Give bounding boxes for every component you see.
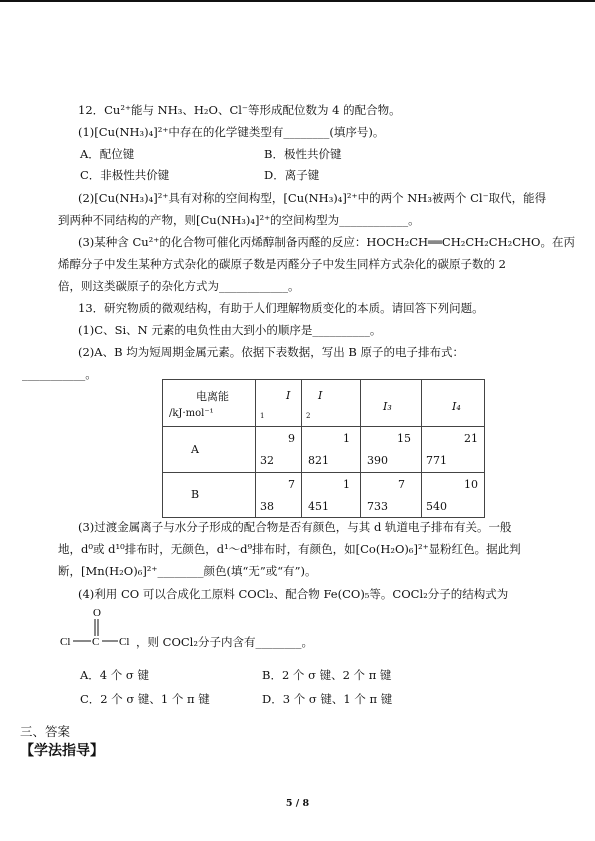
row-b-i1-top: 7: [288, 478, 295, 491]
struct-oxygen: O: [93, 607, 101, 619]
row-a-i1-bottom: 32: [260, 454, 274, 467]
row-b-i4-bottom: 540: [426, 500, 447, 513]
q12-stem: 12．Cu²⁺能与 NH₃、H₂O、Cl⁻等形成配位数为 4 的配合物。: [78, 103, 401, 117]
i4-symbol: I₄: [452, 400, 461, 413]
table-col-i4: [422, 380, 485, 427]
row-a-i4-bottom: 771: [426, 454, 447, 467]
ionization-energy-table: [162, 379, 485, 518]
table-col-i1: [256, 380, 302, 427]
top-rule: [0, 0, 595, 2]
i3-symbol: I₃: [383, 400, 392, 413]
cocl2-structure-diagram: [60, 605, 136, 649]
section-heading: 三、答案: [20, 724, 71, 739]
row-b-i3-bottom: 733: [367, 500, 388, 513]
i1-subscript: 1: [260, 412, 265, 420]
table-row-b: [163, 473, 485, 518]
row-b-i2-top: 1: [343, 478, 350, 491]
row-a-i2-top: 1: [343, 432, 350, 445]
i2-subscript: 2: [306, 412, 311, 420]
row-a-i2-bottom: 821: [308, 454, 329, 467]
q13-part3-line2: 地，d⁰或 d¹⁰排布时，无颜色，d¹～d⁹排布时，有颜色，如[Co(H₂O)₆]²⁺显粉红色。据此判: [58, 542, 521, 556]
q12-option-a: A．配位键: [80, 147, 135, 161]
i2-symbol: I: [318, 389, 323, 402]
row-b-label: B: [191, 488, 200, 501]
q13-part4-line1: (4)利用 CO 可以合成化工原料 COCl₂、配合物 Fe(CO)₅等。COCl₂分子的结构式为: [78, 587, 509, 601]
row-a-i3-top: 15: [397, 432, 411, 445]
row-b-i2-bottom: 451: [308, 500, 329, 513]
q12-option-c: C．非极性共价键: [80, 168, 170, 182]
q13-part2: (2)A、B 均为短周期金属元素。依据下表数据，写出 B 原子的电子排布式：: [78, 345, 464, 359]
table-header-line1: 电离能: [196, 390, 229, 403]
table-row-a: [163, 427, 485, 473]
q12-part3-line3: 倍，则这类碳原子的杂化方式为____________。: [58, 279, 300, 293]
row-b-i4-top: 10: [464, 478, 478, 491]
row-a-i4: [422, 427, 485, 473]
q13-option-b: B．2 个 σ 键、2 个 π 键: [262, 668, 392, 682]
table-col-i3: [361, 380, 422, 427]
row-a-i3-bottom: 390: [367, 454, 388, 467]
q13-option-c: C．2 个 σ 键、1 个 π 键: [80, 692, 210, 706]
row-a-i3: [361, 427, 422, 473]
table-header-cell: [163, 380, 256, 427]
row-b-i3: [361, 473, 422, 518]
q12-part3-line2: 烯醇分子中发生某种方式杂化的碳原子数是丙醛分子中发生同样方式杂化的碳原子数的 2: [58, 257, 506, 271]
q13-part3-line3: 断，[Mn(H₂O)₆]²⁺________颜色(填“无”或“有”)。: [58, 564, 317, 578]
struct-chlorine-right: Cl: [119, 636, 130, 648]
q13-part3-line1: (3)过渡金属离子与水分子形成的配合物是否有颜色，与其 d 轨道电子排布有关。一般: [78, 520, 512, 534]
row-b-i1: [256, 473, 302, 518]
struct-carbon: C: [92, 636, 100, 648]
q12-option-b: B．极性共价键: [264, 147, 342, 161]
q13-part2-answer-blank: ___________。: [22, 367, 97, 381]
row-b-i4: [422, 473, 485, 518]
q13-option-a: A．4 个 σ 键: [80, 668, 149, 682]
q12-part2-line1: (2)[Cu(NH₃)₄]²⁺具有对称的空间构型，[Cu(NH₃)₄]²⁺中的两个 NH₃被两个 Cl⁻取代，能得: [78, 191, 547, 205]
row-a-i4-top: 21: [464, 432, 478, 445]
q12-option-d: D．离子键: [264, 168, 320, 182]
i1-symbol: I: [286, 389, 291, 402]
q12-part2-line2: 到两种不同结构的产物，则[Cu(NH₃)₄]²⁺的空间构型为____________。: [58, 213, 420, 227]
q12-part1: (1)[Cu(NH₃)₄]²⁺中存在的化学键类型有________(填序号)。: [78, 125, 385, 139]
q13-part4-line2: ，则 COCl₂分子内含有________。: [136, 635, 313, 649]
table-col-i2: [302, 380, 361, 427]
q13-part1: (1)C、Si、N 元素的电负性由大到小的顺序是__________。: [78, 323, 382, 337]
struct-chlorine-left: Cl: [60, 636, 71, 648]
row-a-i1-top: 9: [288, 432, 295, 445]
page-number: 5 / 8: [285, 798, 310, 809]
row-a-label-cell: [163, 427, 256, 473]
q13-stem: 13．研究物质的微观结构，有助于人们理解物质变化的本质。请回答下列问题。: [78, 301, 484, 315]
row-a-i1: [256, 427, 302, 473]
table-header-line2: /kJ·mol⁻¹: [169, 408, 214, 419]
row-b-i3-top: 7: [398, 478, 405, 491]
row-b-label-cell: [163, 473, 256, 518]
q13-option-d: D．3 个 σ 键、1 个 π 键: [262, 692, 393, 706]
row-a-label: A: [191, 443, 199, 456]
q12-part3-line1: (3)某种含 Cu²⁺的化合物可催化丙烯醇制备丙醛的反应：HOCH₂CH══CH₂CH₂CH₂CHO。在丙: [78, 235, 575, 249]
row-a-i2: [302, 427, 361, 473]
row-b-i1-bottom: 38: [260, 500, 274, 513]
row-b-i2: [302, 473, 361, 518]
study-guide-heading: 【学法指导】: [20, 743, 104, 759]
